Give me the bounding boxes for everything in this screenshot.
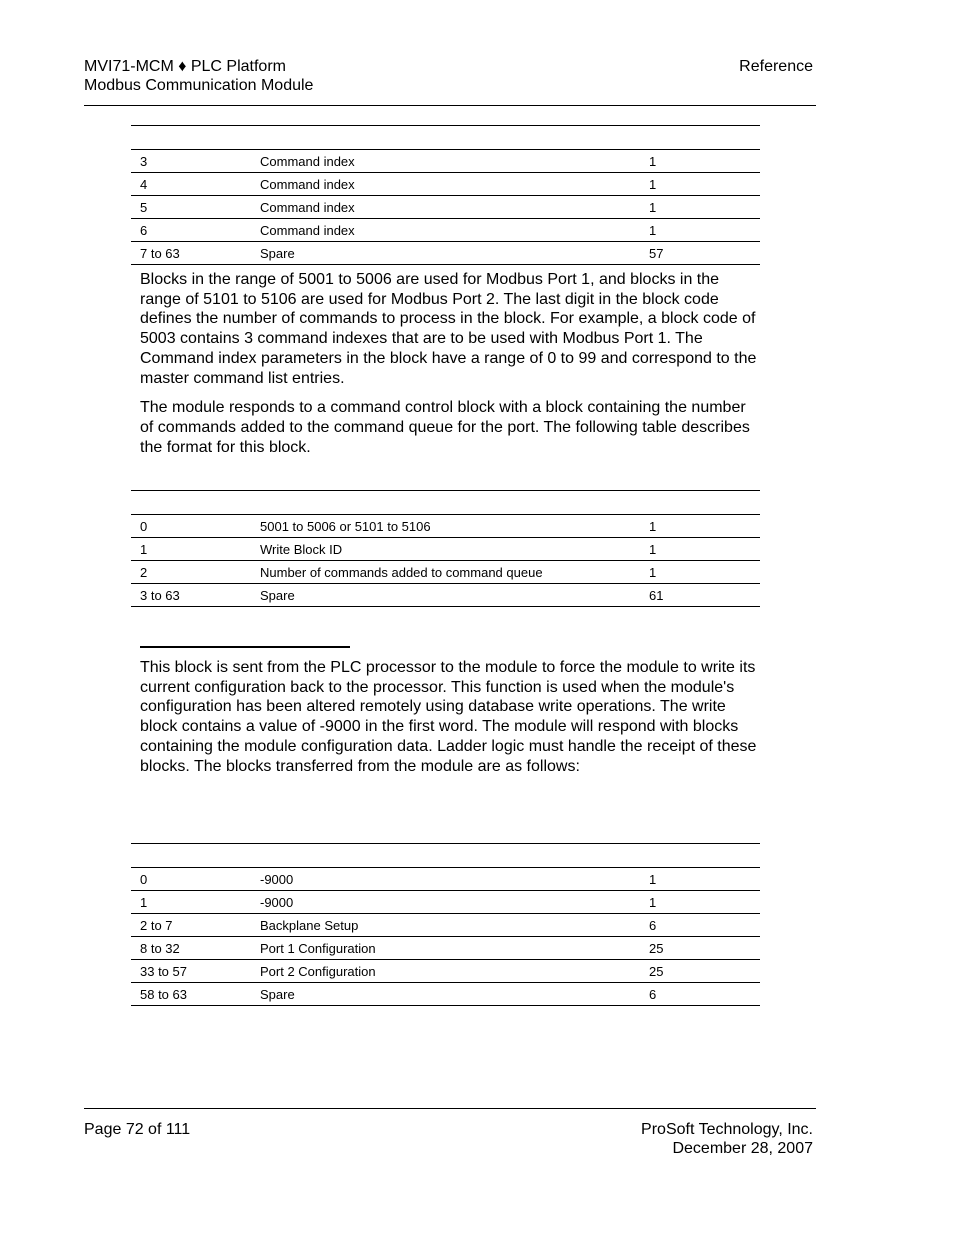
block-id: 2 to 7 <box>140 918 173 933</box>
description: Spare <box>260 588 295 603</box>
block-id: 58 to 63 <box>140 987 187 1002</box>
paragraph: This block is sent from the PLC processor to the module to force the module to write its current configuration back to the processor. This function is used when the module's configuration has been altered remotely using database write operations. The write block contains a value of -9000 in the first word. The module will respond with blocks containing the module configuration data. Ladder logic must handle the receipt of these blocks. The blocks transferred from the module are as follows: <box>140 659 757 775</box>
table2-top-border <box>131 490 760 491</box>
description: Write Block ID <box>260 542 343 557</box>
description: Command index <box>260 177 355 192</box>
length: 57 <box>649 246 664 261</box>
count: 1 <box>649 895 657 910</box>
block-id: 33 to 57 <box>140 964 187 979</box>
description: 5001 to 5006 or 5101 to 5106 <box>260 519 431 534</box>
block-id: 0 <box>140 872 148 887</box>
command-control-table <box>131 149 760 265</box>
block-id: 1 <box>140 895 148 910</box>
description: Command index <box>260 223 355 238</box>
body-text-block-1 <box>140 270 760 457</box>
length: 1 <box>649 542 657 557</box>
configuration-blocks-table <box>131 867 760 1006</box>
description: -9000 <box>260 872 294 887</box>
document-date: December 28, 2007 <box>672 1140 813 1157</box>
footer-divider <box>84 1108 816 1109</box>
table-row <box>131 561 760 584</box>
header-divider <box>84 105 816 106</box>
length: 1 <box>649 565 657 580</box>
body-text-block-2 <box>140 658 760 776</box>
length: 1 <box>649 154 657 169</box>
footer-info <box>641 1120 813 1158</box>
company-name: ProSoft Technology, Inc. <box>641 1121 813 1138</box>
paragraph: Blocks in the range of 5001 to 5006 are used for Modbus Port 1, and blocks in the range of 5101 to 5106 are used for Modbus Port 2. The last digit in the block code defines the number of commands to process in the block. For example, a block code of 5003 contains 3 command indexes that are to be used with Modbus Port 1. The Command index parameters in the block have a range of 0 to 99 and correspond to the master command list entries. <box>140 271 757 387</box>
table-row <box>131 983 760 1006</box>
description: Command index <box>260 154 355 169</box>
table-row <box>131 538 760 561</box>
table-row <box>131 937 760 960</box>
description: Command index <box>260 200 355 215</box>
word-offset: 6 <box>140 223 148 238</box>
table-row <box>131 150 760 173</box>
section-heading-underline <box>140 646 350 648</box>
table-row <box>131 584 760 607</box>
word-offset: 3 <box>140 154 148 169</box>
length: 1 <box>649 223 657 238</box>
description: Port 2 Configuration <box>260 964 376 979</box>
paragraph: The module responds to a command control block with a block containing the number of commands added to the command queue for the port. The following table describes the format for this block. <box>140 399 750 456</box>
table-row <box>131 515 760 538</box>
count: 25 <box>649 964 664 979</box>
table-row <box>131 242 760 265</box>
word-offset: 4 <box>140 177 148 192</box>
description: -9000 <box>260 895 294 910</box>
table-row <box>131 196 760 219</box>
table-row <box>131 891 760 914</box>
table1-top-border <box>131 125 760 126</box>
section-name: Reference <box>739 58 813 75</box>
description: Spare <box>260 987 295 1002</box>
description: Port 1 Configuration <box>260 941 376 956</box>
command-response-table <box>131 514 760 607</box>
description: Number of commands added to command queue <box>260 565 543 580</box>
description: Backplane Setup <box>260 918 359 933</box>
count: 1 <box>649 872 657 887</box>
table-row <box>131 868 760 891</box>
count: 6 <box>649 918 657 933</box>
table-row <box>131 960 760 983</box>
table-row <box>131 914 760 937</box>
document-title-line2: Modbus Communication Module <box>84 77 314 94</box>
word-offset: 1 <box>140 542 148 557</box>
description: Spare <box>260 246 295 261</box>
count: 6 <box>649 987 657 1002</box>
length: 1 <box>649 200 657 215</box>
document-title-line1: MVI71-MCM ♦ PLC Platform <box>84 58 286 75</box>
word-offset: 7 to 63 <box>140 246 180 261</box>
word-offset: 5 <box>140 200 148 215</box>
count: 25 <box>649 941 664 956</box>
document-title <box>84 57 313 95</box>
table3-top-border <box>131 843 760 844</box>
word-offset: 0 <box>140 519 148 534</box>
length: 1 <box>649 519 657 534</box>
word-offset: 3 to 63 <box>140 588 180 603</box>
length: 1 <box>649 177 657 192</box>
length: 61 <box>649 588 664 603</box>
table-row <box>131 219 760 242</box>
word-offset: 2 <box>140 565 148 580</box>
block-id: 8 to 32 <box>140 941 180 956</box>
table-row <box>131 173 760 196</box>
page-number: Page 72 of 111 <box>84 1121 191 1138</box>
